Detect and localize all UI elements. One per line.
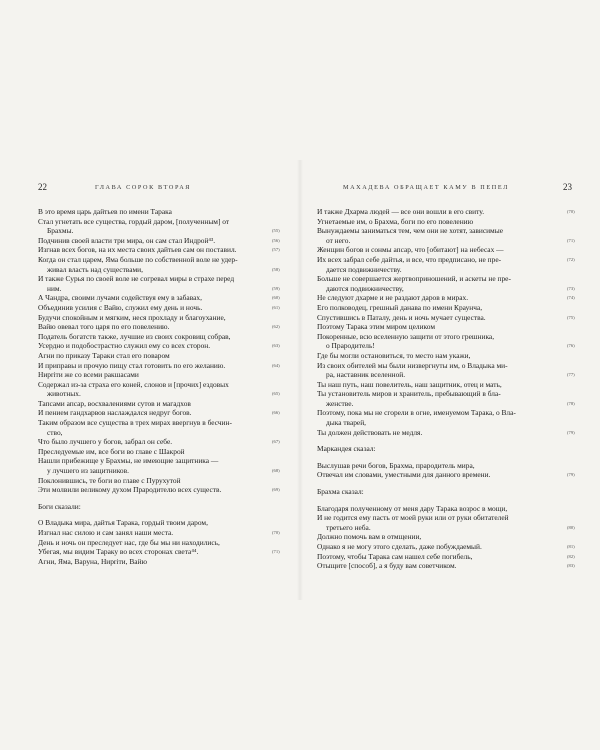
text-line xyxy=(38,332,286,342)
line-text: Содержал из-за страха его коней, слонов и [прочих] ездовых xyxy=(38,379,229,389)
line-text: И пением гандхарвов наслаждался недруг богов. xyxy=(38,408,192,418)
text-line xyxy=(38,408,286,418)
line-text: Ты должен действовать не медля. xyxy=(317,427,423,437)
text-line xyxy=(317,427,575,438)
text-line xyxy=(38,447,286,457)
text-line xyxy=(38,399,286,409)
text-line xyxy=(317,532,567,542)
text-line xyxy=(317,504,567,514)
line-text: Стал угнетать все существа, гордый даром, [полученным] от xyxy=(38,216,230,226)
line-text: О Владыка мира, дайтья Тарака, гордый твоим даром, xyxy=(38,518,208,528)
line-text: Подчинив своей власти три мира, он сам стал Индрой⁴³. xyxy=(38,235,216,245)
verse-number: (58) xyxy=(272,266,280,272)
line-text: Выслушав речи богов, Брахма, прародитель мира, xyxy=(317,460,475,470)
verse-number: (73) xyxy=(567,285,575,291)
line-text: Нашли прибежище у Брахмы, не имеющие защитника — xyxy=(38,456,219,466)
stanza-gap xyxy=(317,454,567,461)
text-line xyxy=(317,370,575,380)
text-line xyxy=(38,370,286,380)
text-line xyxy=(317,332,567,342)
verse-number: (77) xyxy=(567,372,575,378)
line-text: А Чандра, своими лучами содействуя ему в забавах, xyxy=(38,293,202,303)
line-text: Податель богатств также, лучшие из своих сокровищ собрав, xyxy=(38,331,231,341)
text-line xyxy=(317,274,567,284)
line-text: Поэтому, пока мы не сгорели в огне, именуемом Тарака, о Вла- xyxy=(317,408,516,418)
text-line xyxy=(317,351,567,361)
text-line xyxy=(38,284,286,294)
text-line xyxy=(38,313,286,323)
text-line xyxy=(38,236,286,246)
text-line xyxy=(317,461,567,471)
line-text: Отвечал им словами, уместными для данного времени. xyxy=(317,470,491,480)
line-text: Покоренные, всю вселенную защити от этого грешника, xyxy=(317,331,495,341)
line-text: Агни, Яма, Варуна, Нирriти, Вайю xyxy=(38,556,148,566)
verse-number: (69) xyxy=(272,487,280,493)
line-text: Нирriти же со всеми ракшасами xyxy=(38,370,139,380)
line-text: Их всех забрал себе дайтья, и все, что предписано, не пре- xyxy=(317,254,502,264)
stanza-gap xyxy=(317,480,567,487)
line-text: Где бы могли остановиться, то место нам укажи, xyxy=(317,350,471,360)
line-text: Поклонившись, те боги во главе с Пурухутой xyxy=(38,475,181,485)
text-line xyxy=(38,255,286,265)
verse-number: (71) xyxy=(567,237,575,243)
text-line xyxy=(38,538,286,548)
left-running-header: ГЛАВА СОРОК ВТОРАЯ xyxy=(95,184,192,191)
text-line xyxy=(38,428,286,438)
line-text: Преследуемые им, все боги во главе с Шакрой xyxy=(38,446,185,456)
line-text: Когда он стал царем, Яма больше по собственной воле не удер- xyxy=(38,254,238,264)
text-line xyxy=(38,380,286,390)
text-line xyxy=(317,380,567,390)
line-text: Из своих обителей мы были низвергнуты им, о Владыка ми- xyxy=(317,360,508,370)
text-line xyxy=(317,522,575,533)
text-line xyxy=(317,341,575,351)
verse-number: (67) xyxy=(272,439,280,445)
text-line xyxy=(38,518,286,528)
line-text: В это время царь дайтьев по имени Тарака xyxy=(38,207,172,216)
line-text: И также Сурья по своей воле не согревал миры в страхе перед xyxy=(38,274,235,284)
text-line xyxy=(317,293,575,303)
line-text: ство, xyxy=(47,427,63,437)
right-page xyxy=(300,0,600,750)
left-page-text xyxy=(38,207,286,566)
line-text: у лучшего из защитников. xyxy=(47,466,129,476)
right-page-number: 23 xyxy=(563,182,572,192)
line-text: животных. xyxy=(47,389,81,399)
text-line xyxy=(38,217,286,227)
line-text: дыка тварей, xyxy=(326,418,367,428)
text-line xyxy=(38,265,286,275)
text-line xyxy=(317,312,575,323)
verse-number: (56) xyxy=(272,237,280,243)
text-line xyxy=(317,418,567,428)
verse-number: (65) xyxy=(272,391,280,397)
text-line xyxy=(317,226,567,236)
text-line xyxy=(38,303,286,313)
right-running-header: МАХАДЕВА ОБРАЩАЕТ КАМУ В ПЕПЕЛ xyxy=(343,184,509,191)
verse-number: (57) xyxy=(272,247,280,253)
line-text: Благодаря полученному от меня дару Тарака возрос в мощи, xyxy=(317,503,508,513)
text-line xyxy=(317,283,575,294)
text-line xyxy=(317,265,567,275)
line-text: женстве. xyxy=(326,398,354,408)
line-text: ним. xyxy=(47,283,62,293)
verse-number: (70) xyxy=(272,530,280,535)
text-line xyxy=(38,293,286,303)
verse-number: (79) xyxy=(567,472,575,478)
text-line xyxy=(317,303,567,313)
line-text: от него. xyxy=(326,235,351,245)
text-line xyxy=(38,547,286,557)
text-line xyxy=(38,361,286,371)
line-text: Его полководец, грешный данава по имени Краунча, xyxy=(317,302,483,312)
line-text: Объединив усилия с Вайю, служил ему день и ночь. xyxy=(38,302,203,312)
text-line xyxy=(317,444,567,454)
text-line xyxy=(317,513,567,523)
verse-number: (81) xyxy=(567,544,575,549)
verse-number: (68) xyxy=(272,468,280,474)
text-line xyxy=(38,389,286,399)
text-line xyxy=(38,322,286,332)
line-text: живал власть над существами, xyxy=(47,264,143,274)
text-line xyxy=(38,476,286,486)
line-text: Больше не совершается жертвоприношений, и аскеты не пре- xyxy=(317,274,511,284)
verse-number: (76) xyxy=(567,343,575,349)
stanza-gap xyxy=(317,437,567,444)
text-line xyxy=(38,207,286,217)
line-text: Брахмы. xyxy=(47,226,74,236)
line-text: Тапсами апсар, восхвалениями сутов и магадхов xyxy=(38,398,191,408)
stanza-gap xyxy=(38,511,286,518)
left-page-number: 22 xyxy=(38,182,47,192)
verse-number: (83) xyxy=(567,563,575,569)
line-text: даются подвижничеству, xyxy=(326,283,404,293)
line-text: Маркандея сказал: xyxy=(317,444,376,454)
verse-number: (64) xyxy=(272,362,280,368)
verse-number: (79) xyxy=(567,429,575,435)
line-text: Изгнал нас силою и сам занял наши места. xyxy=(38,528,174,537)
text-line xyxy=(317,235,575,246)
line-text: Поэтому Тарака этим миром целиком xyxy=(317,322,436,332)
verse-number: (55) xyxy=(272,228,280,234)
line-text: Эти молвили великому духом Прародителю всех существ. xyxy=(38,485,222,495)
line-text: дается подвижничеству. xyxy=(326,264,402,274)
text-line xyxy=(317,551,575,562)
right-page-text xyxy=(317,207,575,571)
line-text: Что было лучшего у богов, забрал он себе. xyxy=(38,437,173,447)
verse-number: (60) xyxy=(272,295,280,301)
line-text: Убегая, мы видим Тараку во всех сторонах света⁴⁴. xyxy=(38,547,199,557)
text-line xyxy=(317,322,567,332)
line-text: ра, наставник вселенной. xyxy=(326,370,406,380)
text-line xyxy=(317,398,575,409)
text-line xyxy=(38,437,286,447)
verse-number: (71) xyxy=(272,549,280,555)
text-line xyxy=(317,408,567,418)
line-text: Однако я не могу этого сделать, даже побуждаемый. xyxy=(317,542,482,551)
text-line xyxy=(38,456,286,466)
text-line xyxy=(317,389,567,399)
line-text: о Прародитель! xyxy=(326,341,375,351)
verse-number: (66) xyxy=(272,410,280,416)
text-line xyxy=(38,341,286,351)
verse-number: (75) xyxy=(567,314,575,320)
line-text: День и ночь он преследует нас, где бы мы ни находились, xyxy=(38,537,220,547)
text-line xyxy=(38,485,286,495)
line-text: И приправы и прочую пищу стал готовить по его желанию. xyxy=(38,360,226,370)
verse-number: (61) xyxy=(272,304,280,310)
verse-number: (82) xyxy=(567,553,575,559)
text-line xyxy=(317,561,575,571)
text-line xyxy=(317,361,567,371)
line-text: третьего неба. xyxy=(326,522,371,532)
line-text: Поэтому, чтобы Тарака сам нашел себе погибель, xyxy=(317,551,473,561)
line-text: Усердно и подобострастно служил ему со всех сторон. xyxy=(38,341,211,351)
line-text: Ты наш путь, наш повелитель, наш защитник, отец и мать, xyxy=(317,379,502,389)
verse-number: (74) xyxy=(567,295,575,301)
text-line xyxy=(317,217,567,227)
line-text: Боги сказали: xyxy=(38,501,81,511)
line-text: Вынуждаемы заниматься тем, чем они не хотят, зависимые xyxy=(317,226,503,236)
line-text: Изгнав всех богов, на их места своих дайтьев сам он поставил. xyxy=(38,245,237,255)
line-text: Ты установитель миров и хранитель, пребывающий в бла- xyxy=(317,389,501,399)
line-text: И не годится ему пасть от моей руки или от руки обитателей xyxy=(317,513,509,523)
text-line xyxy=(38,245,286,255)
text-line xyxy=(317,470,575,480)
line-text: И также Дхарма людей — все они вошли в его свиту. xyxy=(317,207,485,216)
line-text: Агни по приказу Тараки стал его поваром xyxy=(38,350,170,360)
text-line xyxy=(317,245,567,255)
text-line xyxy=(317,254,575,265)
verse-number: (72) xyxy=(567,256,575,262)
line-text: Угнетаемые им, о Брахма, боги по его повелению xyxy=(317,216,474,226)
verse-number: (80) xyxy=(567,524,575,530)
stanza-gap xyxy=(38,495,286,502)
text-line xyxy=(317,207,575,217)
verse-number: (78) xyxy=(567,400,575,406)
line-text: Спустившись в Паталу, день и ночь мучает существа. xyxy=(317,312,486,322)
line-text: Должно помочь вам в отмщении, xyxy=(317,532,422,542)
text-line xyxy=(38,351,286,361)
line-text: Отыщите [способ], а я буду вам советчиком. xyxy=(317,561,457,571)
line-text: Брахма сказал: xyxy=(317,487,364,497)
text-line xyxy=(317,542,575,552)
text-line xyxy=(38,466,286,476)
line-text: Будучи спокойным и мягким, неся прохладу и благоухание, xyxy=(38,312,226,322)
text-line xyxy=(38,502,286,512)
text-line xyxy=(38,528,286,538)
line-text: Таким образом все существа в трех мирах ввергнув в бесчин- xyxy=(38,418,232,428)
verse-number: (70) xyxy=(567,209,575,214)
text-line xyxy=(38,557,286,567)
line-text: Не следуют дхарме и не раздают даров в мирах. xyxy=(317,293,469,303)
line-text: Вайю овевал того царя по его повелению. xyxy=(38,322,170,332)
text-line xyxy=(38,418,286,428)
text-line xyxy=(38,226,286,236)
text-line xyxy=(38,274,286,284)
verse-number: (63) xyxy=(272,343,280,349)
line-text: Женщин богов и сонмы апсар, что [обитают] на небесах — xyxy=(317,245,504,255)
verse-number: (62) xyxy=(272,324,280,330)
stanza-gap xyxy=(317,497,567,504)
verse-number: (59) xyxy=(272,285,280,291)
text-line xyxy=(317,487,567,497)
